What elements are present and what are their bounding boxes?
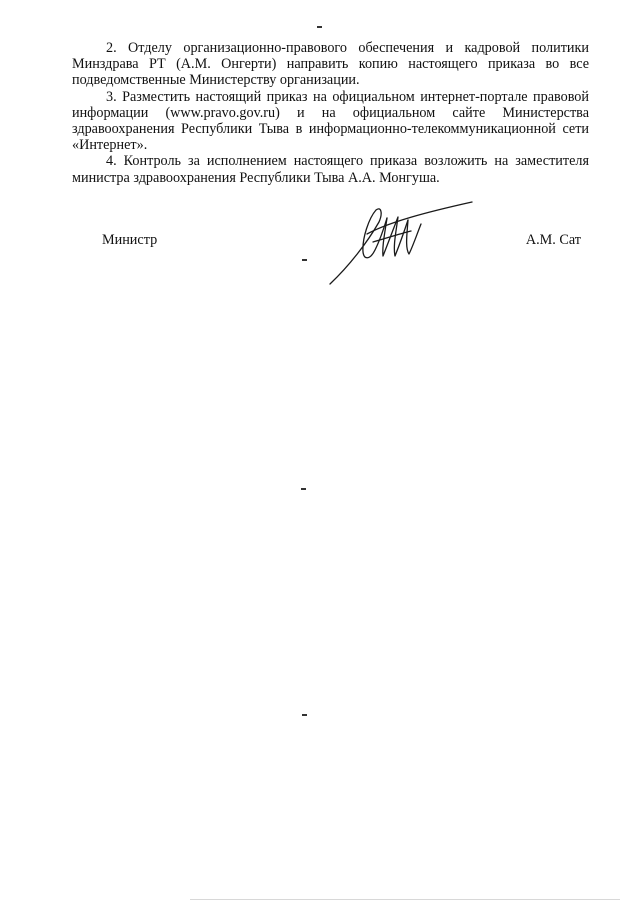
signature-block	[72, 220, 589, 290]
scan-mark	[301, 488, 306, 490]
scan-mark	[302, 714, 307, 716]
paragraph-4: 4. Контроль за исполнением настоящего приказа возложить на заместителя министра здравоохранения Республики Тыва А.А. Монгуша.	[72, 153, 589, 186]
handwritten-signature-icon	[327, 198, 477, 288]
scan-mark	[317, 26, 322, 28]
paragraph-3: 3. Разместить настоящий приказ на официальном интернет-портале правовой информации (www.pravo.gov.ru) и на официальном сайте Министерства здравоохранения Республики Тыва в информационно-телекоммуникационной сети «Интернет».	[72, 88, 589, 154]
signer-name: А.М. Сат	[525, 232, 581, 248]
paragraph-2: 2. Отделу организационно-правового обеспечения и кадровой политики Минздрава РТ (А.М. Онгерти) направить копию настоящего приказа во все подведомственные Министерству организации.	[72, 40, 589, 89]
page-bottom-edge	[190, 899, 620, 900]
order-body	[72, 40, 589, 186]
signer-title: Министр	[102, 232, 158, 248]
